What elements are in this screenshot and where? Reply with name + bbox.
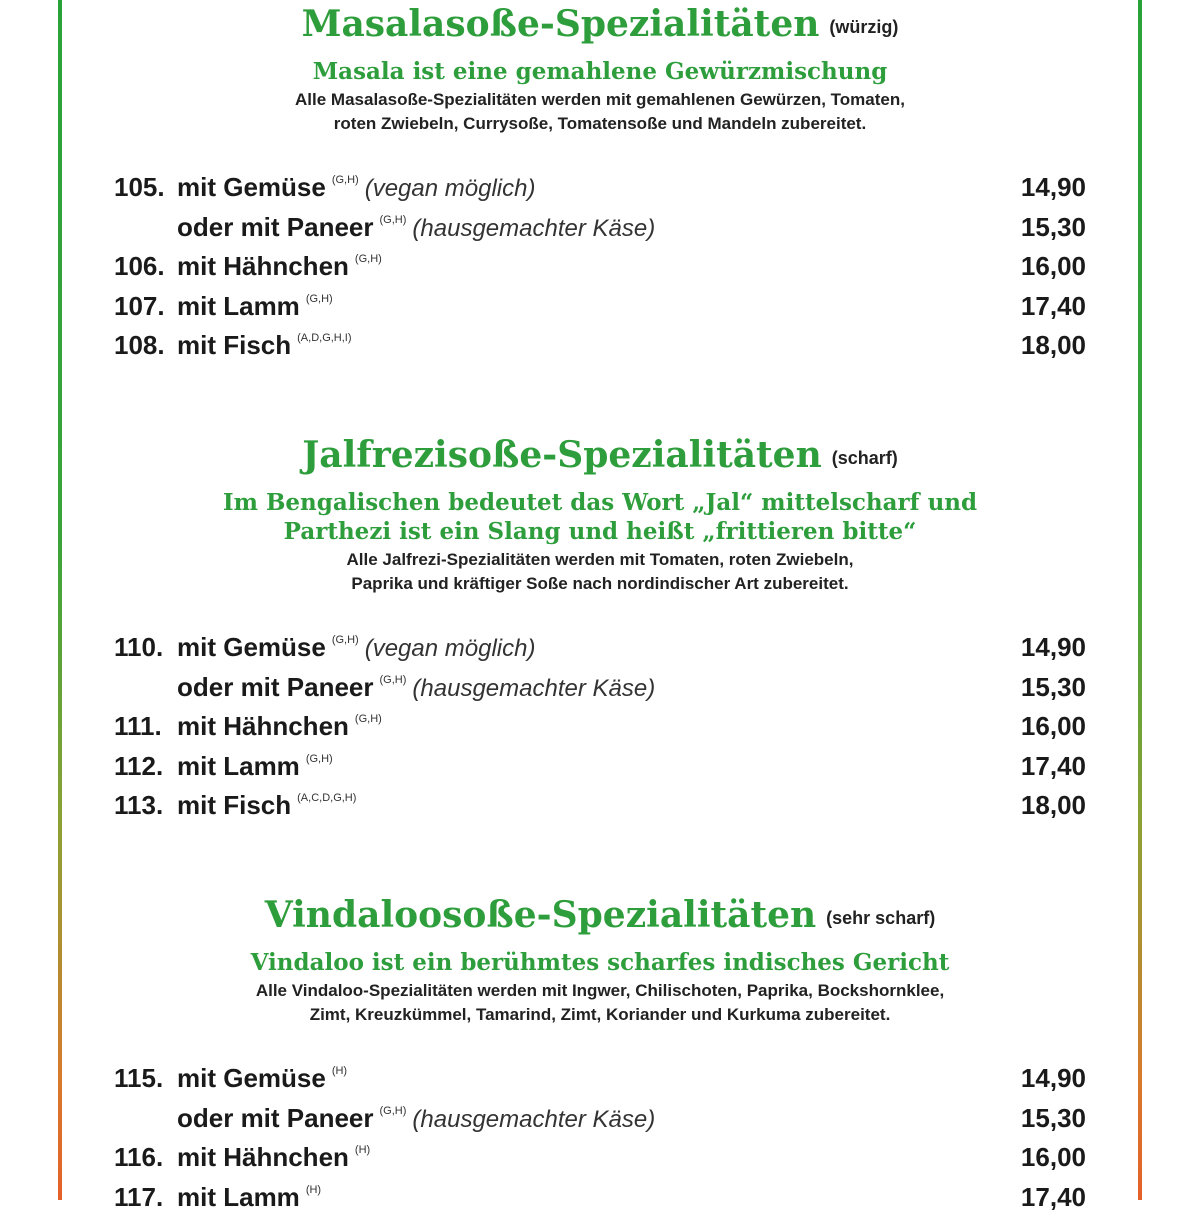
- item-number: 113.: [114, 790, 164, 821]
- item-name-group: [177, 1059, 353, 1100]
- spice-level: (würzig): [829, 17, 899, 37]
- item-allergens: (H): [354, 1144, 371, 1157]
- item-price: 16,00: [1020, 1142, 1086, 1173]
- item-number: 105.: [114, 172, 165, 202]
- item-price: 14,90: [1020, 1063, 1086, 1093]
- menu-item: [62, 287, 1138, 327]
- section-subtitle: Im Bengalischen bedeutet das Wort „Jal“ mittelscharf und Parthezi ist ein Slang und heißt „frittieren bitte“: [222, 489, 978, 545]
- item-price: 14,90: [1020, 172, 1086, 202]
- item-note: (vegan möglich): [364, 175, 536, 202]
- item-name: mit Hähnchen: [177, 251, 349, 282]
- item-allergens: (A,D,G,H,I): [297, 332, 352, 345]
- item-price: 15,30: [1020, 671, 1086, 702]
- menu-item: [62, 1059, 1138, 1099]
- item-name: mit Gemüse: [177, 1063, 326, 1093]
- item-price: 18,00: [1020, 330, 1086, 361]
- menu-item: [62, 208, 1138, 248]
- menu-item: [62, 747, 1138, 787]
- section-masala: [62, 2, 1138, 366]
- item-name-group: [177, 747, 339, 788]
- menu-item: [62, 628, 1138, 668]
- item-number: 115.: [114, 1063, 164, 1093]
- menu-items: [62, 628, 1138, 826]
- item-name: mit Gemüse: [177, 632, 326, 662]
- section-subtitle: Vindaloo ist ein berühmtes scharfes indisches Gericht: [250, 949, 950, 976]
- item-number: 111.: [114, 711, 162, 742]
- item-name-group: [177, 247, 388, 288]
- item-name-group: [177, 287, 339, 328]
- item-name: mit Lamm: [177, 750, 300, 781]
- item-number: 107.: [114, 290, 165, 321]
- menu-item: [62, 168, 1138, 208]
- item-allergens: (A,C,D,G,H): [297, 792, 357, 805]
- item-name: mit Lamm: [177, 1181, 300, 1212]
- item-number: 112.: [114, 750, 164, 781]
- item-name-group: [177, 1099, 655, 1140]
- item-price: 15,30: [1020, 1102, 1086, 1133]
- item-allergens: (G,H): [379, 213, 407, 226]
- item-price: 17,40: [1020, 290, 1086, 321]
- item-price: 18,00: [1020, 790, 1086, 821]
- section-subtitle: Masala ist eine gemahlene Gewürzmischung: [312, 58, 888, 85]
- item-allergens: (H): [305, 1183, 322, 1196]
- spice-level: (sehr scharf): [826, 908, 936, 928]
- item-number: 106.: [114, 251, 165, 282]
- menu-item: [62, 1099, 1138, 1139]
- item-name: mit Lamm: [177, 290, 300, 321]
- item-price: 15,30: [1020, 211, 1086, 242]
- item-note: (hausgemachter Käse): [412, 214, 656, 242]
- item-name-group: [177, 1138, 376, 1179]
- item-price: 14,90: [1020, 632, 1086, 662]
- item-name: mit Fisch: [177, 330, 292, 361]
- item-name: oder mit Paneer: [177, 1102, 374, 1133]
- menu-item: [62, 707, 1138, 747]
- item-name: oder mit Paneer: [177, 671, 374, 702]
- item-price: 17,40: [1020, 1181, 1086, 1212]
- item-note: (hausgemachter Käse): [412, 674, 656, 702]
- item-note: (vegan möglich): [364, 635, 536, 662]
- section-title: Vindaloosoße-Spezialitäten (sehr scharf): [264, 894, 936, 936]
- section-description: Alle Masalasoße-Spezialitäten werden mit gemahlenen Gewürzen, Tomaten, roten Zwiebeln, Currysoße, Tomatensoße und Mandeln zubereitet.: [295, 90, 905, 133]
- section-title: Masalasoße-Spezialitäten (würzig): [301, 3, 899, 45]
- item-name: mit Gemüse: [177, 172, 326, 202]
- item-number: 117.: [114, 1181, 164, 1212]
- item-name-group: [177, 786, 362, 827]
- spice-level: (scharf): [831, 448, 898, 468]
- item-name-group: [177, 208, 655, 249]
- item-allergens: (G,H): [305, 752, 333, 765]
- item-name: mit Hähnchen: [177, 1142, 349, 1173]
- item-number: 108.: [114, 330, 165, 361]
- item-name: oder mit Paneer: [177, 211, 374, 242]
- section-description: Alle Jalfrezi-Spezialitäten werden mit Tomaten, roten Zwiebeln, Paprika und kräftiger Soße nach nordindischer Art zubereitet.: [346, 550, 854, 593]
- item-number: 110.: [114, 632, 164, 662]
- item-allergens: (G,H): [305, 292, 333, 305]
- menu-item: [62, 326, 1138, 366]
- item-name: mit Fisch: [177, 790, 292, 821]
- item-name: mit Hähnchen: [177, 711, 349, 742]
- item-name-group: [177, 668, 655, 709]
- item-name-group: [177, 326, 358, 367]
- item-price: 17,40: [1020, 750, 1086, 781]
- item-note: (hausgemachter Käse): [412, 1105, 656, 1133]
- item-allergens: (G,H): [331, 634, 359, 646]
- menu-item: [62, 668, 1138, 708]
- section-jalfrezi: [62, 433, 1138, 826]
- menu-item: [62, 247, 1138, 287]
- item-name-group: [177, 1178, 327, 1218]
- item-name-group: [177, 707, 388, 748]
- item-allergens: (G,H): [379, 1104, 407, 1117]
- item-allergens: (G,H): [354, 253, 382, 266]
- menu-items: [62, 168, 1138, 366]
- right-border-stripe: [1138, 0, 1142, 1200]
- item-name-group: [177, 628, 535, 669]
- item-allergens: (G,H): [354, 713, 382, 726]
- section-title: Jalfrezisoße-Spezialitäten (scharf): [302, 434, 898, 476]
- menu-item: [62, 786, 1138, 826]
- menu-items: [62, 1059, 1138, 1217]
- item-name-group: [177, 168, 535, 209]
- item-price: 16,00: [1020, 711, 1086, 742]
- menu-item: [62, 1178, 1138, 1218]
- item-allergens: (G,H): [379, 673, 407, 686]
- menu-item: [62, 1138, 1138, 1178]
- section-description: Alle Vindaloo-Spezialitäten werden mit Ingwer, Chilischoten, Paprika, Bockshornklee, Zimt, Kreuzkümmel, Tamarind, Zimt, Koriander und Kurkuma zubereitet.: [255, 981, 945, 1024]
- item-allergens: (G,H): [331, 174, 359, 186]
- item-price: 16,00: [1020, 251, 1086, 282]
- item-allergens: (H): [331, 1065, 348, 1077]
- item-number: 116.: [114, 1142, 164, 1173]
- section-vindaloo: [62, 893, 1138, 1217]
